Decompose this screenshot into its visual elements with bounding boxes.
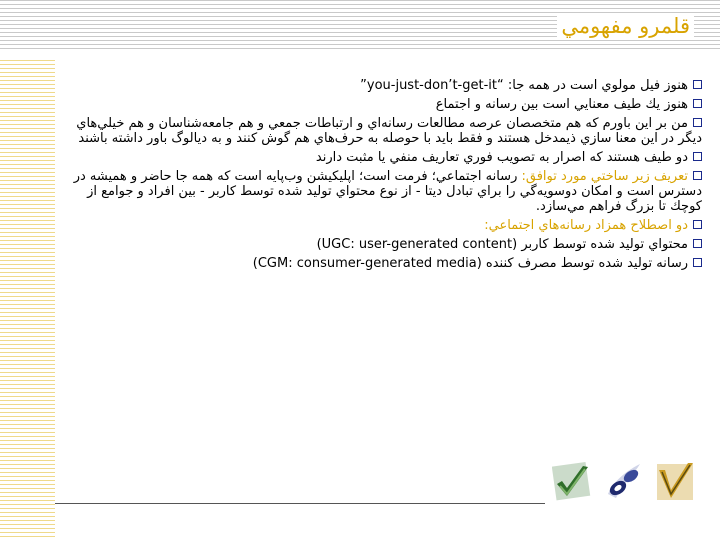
bullet-item [62, 256, 702, 271]
checkbox-bullet-icon [693, 220, 702, 229]
bullet-item [62, 237, 702, 252]
bullet-item [62, 78, 702, 93]
bullet-text: محتواي توليد شده توسط كاربر (UGC: user-generated content) [316, 237, 688, 252]
bullet-text: دو طيف هستند كه اصرار به تصويب فوري تعاريف منفي يا مثبت دارند [315, 150, 688, 165]
bullet-text: رسانه توليد شده توسط مصرف كننده (CGM: consumer-generated media) [252, 256, 688, 271]
checkbox-bullet-icon [693, 152, 702, 161]
checkbox-bullet-icon [693, 80, 702, 89]
bullet-highlight: دو اصطلاح همزاد رسانه‌هاي اجتماعي: [484, 218, 688, 233]
side-stripe-band [0, 60, 55, 540]
checkbox-bullet-icon [693, 171, 702, 180]
bullet-item [62, 169, 702, 214]
green-check-logo [552, 460, 592, 502]
slide-title: قلمرو مفهومي [557, 14, 694, 38]
bullet-text: رسانه اجتماعي؛ فرمت است؛ اپليكيشن وب‌پايه است كه همه جا حاضر و هميشه در دسترس است و امكان دوسويه‌گي را براي تبادل ديتا - از نوع محتواي توليد شده توسط كاربر - بين افراد و جوامع از كوچك تا بزرگ فراهم مي‌سازد. [73, 169, 702, 214]
bullet-text: هنوز فيل مولوي است در همه جا: “you-just-don’t-get-it” [360, 78, 688, 93]
checkbox-bullet-icon [693, 118, 702, 127]
checkbox-bullet-icon [693, 99, 702, 108]
blue-swirl-logo [604, 460, 644, 502]
bullet-text: هنوز يك طيف معنايي است بين رسانه و اجتماع [435, 97, 688, 112]
gold-check-logo [655, 460, 695, 502]
bullet-highlight: تعريف زير ساختي مورد توافق: [521, 169, 688, 184]
slide-content [62, 78, 702, 275]
bullet-item [62, 218, 702, 233]
bullet-item [62, 116, 702, 146]
checkbox-bullet-icon [693, 258, 702, 267]
bullet-item [62, 97, 702, 112]
bullet-item [62, 150, 702, 165]
footer-divider [55, 503, 545, 504]
bullet-text: من بر اين باورم كه هم متخصصان عرصه مطالعات رسانه‌اي و ارتباطات جمعي و هم جامعه‌شناسان و هم خيلي‌هاي ديگر در اين معنا سازي ذيمدخل هستند و فقط بايد با حوصله به حرف‌هاي هم گوش كنند و به ديالوگ باور داشته باشند [76, 116, 702, 146]
checkbox-bullet-icon [693, 239, 702, 248]
